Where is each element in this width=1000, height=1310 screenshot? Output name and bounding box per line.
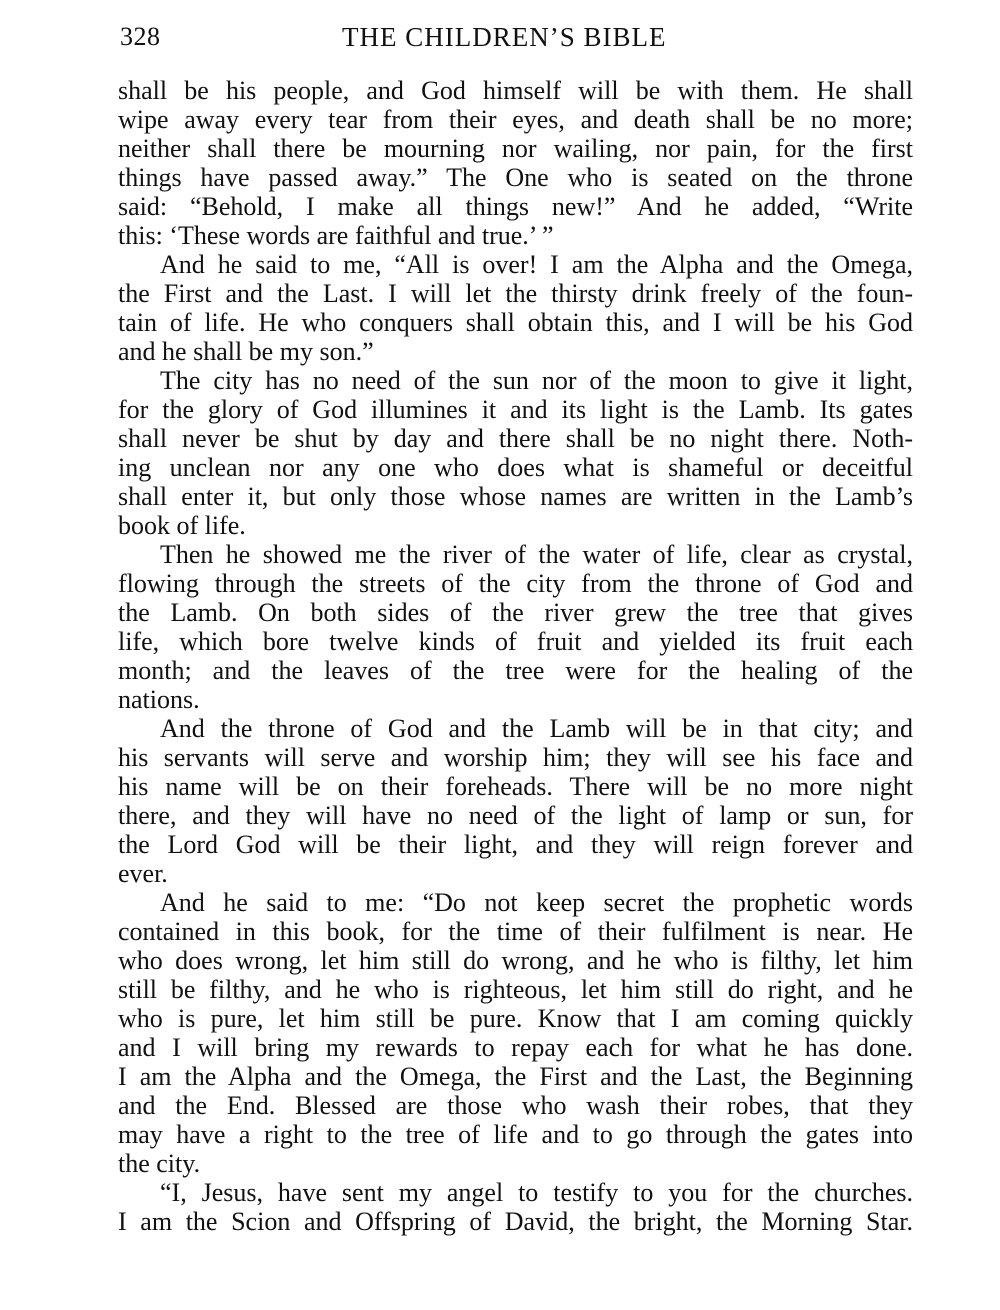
text-line: this: ‘These words are faithful and true.’ ”: [118, 221, 554, 250]
text-line: and he shall be my son.”: [118, 337, 374, 366]
body-text: [118, 76, 913, 1236]
text-line: shall be his people, and God himself will be with them. He shall: [118, 76, 913, 105]
text-line: and I will bring my rewards to repay each for what he has done.: [118, 1033, 913, 1062]
text-line: who does wrong, let him still do wrong, and he who is filthy, let him: [118, 946, 913, 975]
text-line: neither shall there be mourning nor wailing, nor pain, for the first: [118, 134, 913, 163]
text-line: nations.: [118, 685, 200, 714]
text-line: the Lord God will be their light, and they will reign forever and: [118, 830, 913, 859]
text-line: said: “Behold, I make all things new!” And he added, “Write: [118, 192, 913, 221]
text-line: shall enter it, but only those whose names are written in the Lamb’s: [118, 482, 913, 511]
text-line: things have passed away.” The One who is seated on the throne: [118, 163, 913, 192]
text-line: The city has no need of the sun nor of the moon to give it light,: [160, 366, 913, 395]
text-line: the Lamb. On both sides of the river grew the tree that gives: [118, 598, 913, 627]
text-line: the First and the Last. I will let the thirsty drink freely of the foun-: [118, 279, 913, 308]
text-line: for the glory of God illumines it and its light is the Lamb. Its gates: [118, 395, 913, 424]
text-line: And he said to me, “All is over! I am the Alpha and the Omega,: [160, 250, 913, 279]
text-line: his name will be on their foreheads. There will be no more night: [118, 772, 913, 801]
text-line: contained in this book, for the time of their fulfilment is near. He: [118, 917, 913, 946]
text-line: I am the Scion and Offspring of David, the bright, the Morning Star.: [118, 1207, 913, 1236]
text-line: shall never be shut by day and there shall be no night there. Noth-: [118, 424, 913, 453]
text-line: may have a right to the tree of life and to go through the gates into: [118, 1120, 913, 1149]
text-line: “I, Jesus, have sent my angel to testify to you for the churches.: [160, 1178, 913, 1207]
page-number: 328: [120, 22, 161, 51]
text-line: life, which bore twelve kinds of fruit and yielded its fruit each: [118, 627, 913, 656]
text-line: ever.: [118, 859, 168, 888]
text-line: And he said to me: “Do not keep secret the prophetic words: [160, 888, 913, 917]
text-line: Then he showed me the river of the water of life, clear as crystal,: [160, 540, 913, 569]
text-line: month; and the leaves of the tree were for the healing of the: [118, 656, 913, 685]
text-line: And the throne of God and the Lamb will be in that city; and: [160, 714, 913, 743]
text-line: wipe away every tear from their eyes, and death shall be no more;: [118, 105, 913, 134]
text-line: who is pure, let him still be pure. Know that I am coming quickly: [118, 1004, 913, 1033]
running-title: THE CHILDREN’S BIBLE: [342, 22, 667, 52]
text-line: and the End. Blessed are those who wash their robes, that they: [118, 1091, 913, 1120]
page-header: [120, 22, 920, 56]
text-line: the city.: [118, 1149, 201, 1178]
text-line: ing unclean nor any one who does what is shameful or deceitful: [118, 453, 913, 482]
text-line: still be filthy, and he who is righteous, let him still do right, and he: [118, 975, 913, 1004]
text-line: there, and they will have no need of the light of lamp or sun, for: [118, 801, 913, 830]
text-line: tain of life. He who conquers shall obtain this, and I will be his God: [118, 308, 913, 337]
text-line: I am the Alpha and the Omega, the First and the Last, the Beginning: [118, 1062, 913, 1091]
text-line: his servants will serve and worship him; they will see his face and: [118, 743, 913, 772]
text-line: flowing through the streets of the city from the throne of God and: [118, 569, 913, 598]
text-line: book of life.: [118, 511, 246, 540]
